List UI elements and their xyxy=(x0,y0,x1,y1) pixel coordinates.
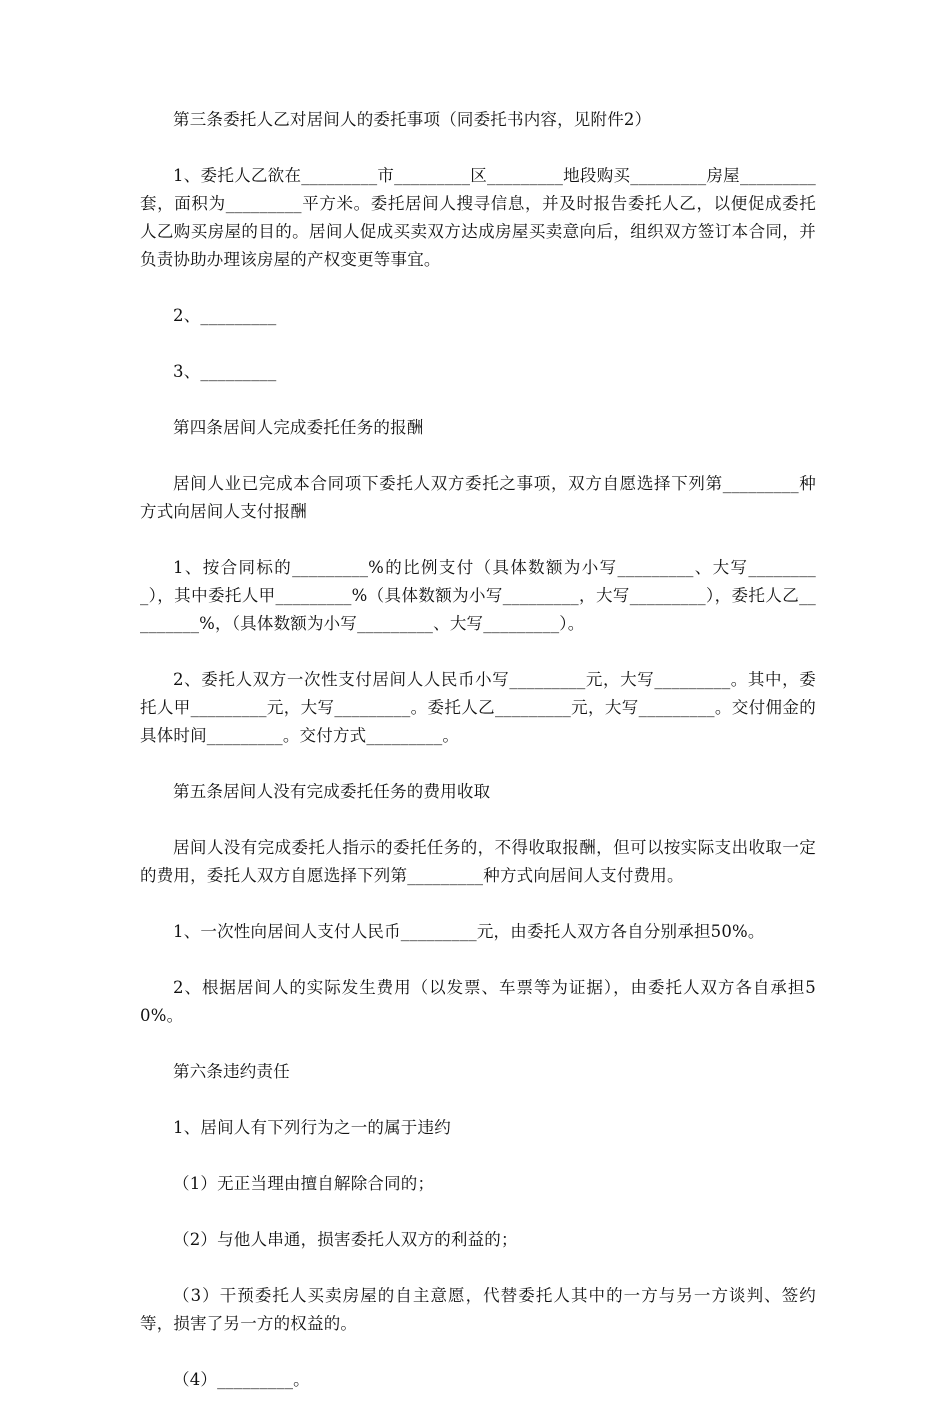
article-6-item-1: 1、居间人有下列行为之一的属于违约 xyxy=(173,1118,451,1137)
article-3-heading: 第三条委托人乙对居间人的委托事项（同委托书内容，见附件2） xyxy=(173,110,652,129)
article-3-item-3: 3、_________ xyxy=(173,362,277,381)
article-4-item-2: 2、委托人双方一次性支付居间人人民币小写_________元，大写_________。其中，委托人甲_________元，大写_________。委托人乙_________元，大写_________。交付佣金的具体时间_________。交付方式_________。 xyxy=(140,670,816,745)
article-6-subitem-4: （4）_________。 xyxy=(173,1370,310,1389)
article-4-heading: 第四条居间人完成委托任务的报酬 xyxy=(173,418,424,437)
article-5-item-2: 2、根据居间人的实际发生费用（以发票、车票等为证据），由委托人双方各自承担50%。 xyxy=(140,978,816,1025)
article-4-intro: 居间人业已完成本合同项下委托人双方委托之事项，双方自愿选择下列第_________种方式向居间人支付报酬 xyxy=(140,474,816,521)
article-6-subitem-3: （3）干预委托人买卖房屋的自主意愿，代替委托人其中的一方与另一方谈判、签约等，损害了另一方的权益的。 xyxy=(140,1286,816,1333)
article-5-heading: 第五条居间人没有完成委托任务的费用收取 xyxy=(173,782,491,801)
article-5-item-1: 1、一次性向居间人支付人民币_________元，由委托人双方各自分别承担50%。 xyxy=(173,922,765,941)
article-6-heading: 第六条违约责任 xyxy=(173,1062,290,1081)
article-5-intro: 居间人没有完成委托人指示的委托任务的，不得收取报酬，但可以按实际支出收取一定的费用，委托人双方自愿选择下列第_________种方式向居间人支付费用。 xyxy=(140,838,816,885)
document-page xyxy=(140,106,816,1422)
article-3-item-2: 2、_________ xyxy=(173,306,277,325)
article-6-subitem-2: （2）与他人串通，损害委托人双方的利益的； xyxy=(173,1230,518,1249)
article-4-item-1: 1、按合同标的_________%的比例支付（具体数额为小写_________、大写_________），其中委托人甲_________%（具体数额为小写_________，大写_________），委托人乙_________%，（具体数额为小写_________、大写_________）。 xyxy=(140,558,816,633)
article-3-item-1: 1、委托人乙欲在_________市_________区_________地段购买_________房屋_________套，面积为_________平方米。委托居间人搜寻信息，并及时报告委托人乙，以便促成委托人乙购买房屋的目的。居间人促成买卖双方达成房屋买卖意向后，组织双方签订本合同，并负责协助办理该房屋的产权变更等事宜。 xyxy=(140,166,816,269)
article-6-subitem-1: （1）无正当理由擅自解除合同的； xyxy=(173,1174,435,1193)
